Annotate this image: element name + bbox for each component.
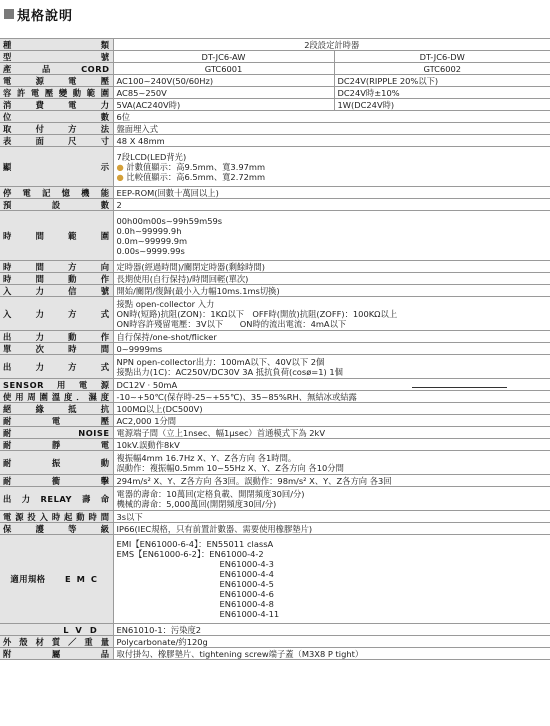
- row-label: 停電記憶機能: [0, 187, 113, 199]
- cell-line: EN61000-4-6: [219, 589, 274, 599]
- table-row: [0, 636, 550, 648]
- table-row: [0, 123, 550, 135]
- cell-value: 6位: [113, 111, 550, 123]
- table-row: [0, 403, 550, 415]
- cell-line: 0.0h~99999.9h: [116, 225, 182, 236]
- cell-line: EMI【EN61000-6-4】：EN55011 classA: [116, 539, 274, 549]
- row-label: 種類: [0, 39, 113, 51]
- cell-value: AC100~240V(50/60Hz): [113, 75, 334, 87]
- section-header: [0, 0, 550, 30]
- row-label: 表面尺寸: [0, 135, 113, 147]
- table-row: [0, 355, 550, 379]
- row-label: 入力信號: [0, 285, 113, 297]
- cell-line: [117, 172, 548, 182]
- row-label: 電源電壓: [0, 75, 113, 87]
- cell-line: ON時容許殘留電壓：3V以下 ON時的流出電流：4mA以下: [116, 318, 347, 329]
- table-row: [0, 211, 550, 261]
- row-label: 型號: [0, 51, 113, 63]
- model-dw: DT-JC6-DW: [334, 51, 550, 63]
- row-label: 出力RELAY壽命: [0, 487, 113, 511]
- cell-line: EN61000-4-5: [219, 579, 274, 589]
- table-row: [0, 343, 550, 355]
- cell-line: NPN open-collector出力：100mA以下、40V以下 2個: [116, 356, 325, 367]
- row-label: 絕緣抵抗: [0, 403, 113, 415]
- row-label: 產品CORD: [0, 63, 113, 75]
- cell-value: 5VA(AC240V時): [113, 99, 334, 111]
- table-row: [0, 379, 550, 391]
- cell-line: 電器的壽命：10萬回(定格負載、開閉頻度30回/分): [116, 488, 305, 499]
- table-row: [0, 187, 550, 199]
- cell-line: EN61000-4-3: [219, 559, 274, 569]
- table-row: [0, 285, 550, 297]
- table-row: [0, 648, 550, 660]
- cell-value: 0~9999ms: [113, 343, 550, 355]
- cell-value: 1W(DC24V時): [334, 99, 550, 111]
- row-label: 保護等級: [0, 523, 113, 535]
- row-label: 耐衝擊: [0, 475, 113, 487]
- cell-line: 複振幅4mm 16.7Hz X、Y、Z各方向 各1時間。: [116, 452, 297, 463]
- row-label: 耐靜電: [0, 439, 113, 451]
- time-range-cell: [113, 211, 550, 261]
- table-row: [0, 391, 550, 403]
- row-label: 時間動作: [0, 273, 113, 285]
- row-sublabel: LVD: [63, 624, 105, 635]
- table-row: [0, 331, 550, 343]
- table-row: [0, 451, 550, 475]
- table-row: [0, 147, 550, 187]
- cell-value: IP66(IEC規格，只有前置計數器、需要使用橡膠墊片): [113, 523, 550, 535]
- table-row: [0, 199, 550, 211]
- table-row: [0, 297, 550, 331]
- cell-line: 0.0m~99999.9m: [116, 235, 188, 246]
- cell-line: 接點出力(1C)：AC250V/DC30V 3A 抵抗負荷(cosø=1) 1個: [116, 366, 343, 377]
- table-row: [0, 39, 550, 51]
- model-aw: DT-JC6-AW: [113, 51, 334, 63]
- spec-table: [0, 38, 550, 660]
- spec-sheet: [0, 38, 550, 660]
- table-row: [0, 535, 550, 624]
- table-row: [0, 51, 550, 63]
- cell-text: 比較值顯示：高6.5mm、寬2.72mm: [126, 171, 266, 182]
- cell-value: GTC6001: [113, 63, 334, 75]
- label-split: [0, 535, 113, 623]
- cell-line: ON時(短路)抗阻(ZON)：1KΩ以下 OFF時(開放)抗阻(ZOFF)：100KΩ以上: [116, 308, 398, 319]
- cell-value: 定時器(經過時間)/關閉定時器(剩餘時間): [113, 261, 550, 273]
- row-label: 外殼材質／重量: [0, 636, 113, 648]
- table-row: [0, 135, 550, 147]
- table-row: [0, 75, 550, 87]
- cell-value: 開始/關閉/復歸(最小入力幅10ms.1ms切換): [113, 285, 550, 297]
- table-row: [0, 87, 550, 99]
- row-label: 消費電力: [0, 99, 113, 111]
- output-method-cell: [113, 355, 550, 379]
- cell-line: [117, 162, 548, 172]
- bullet-icon: ●: [116, 161, 127, 172]
- cell-line: 接點 open-collector 入力: [116, 298, 215, 309]
- table-row: [0, 415, 550, 427]
- cell-value: AC2,000 1分間: [113, 415, 550, 427]
- cell-text: DC12V · 50mA: [116, 379, 178, 390]
- relay-life-cell: [113, 487, 550, 511]
- cell-line: 00h00m00s~99h59m59s: [116, 215, 223, 226]
- cell-text: 計數值顯示：高9.5mm、寬3.97mm: [126, 161, 266, 172]
- row-label: 電源投入時起動時間: [0, 511, 113, 523]
- table-row: [0, 475, 550, 487]
- row-label: 耐振動: [0, 451, 113, 475]
- cell-line: EN61000-4-11: [219, 609, 280, 619]
- cell-value: 取付掛勾、橡膠墊片、tightening screw端子蓋（M3X8 P tight）: [113, 648, 550, 660]
- emc-cell: [113, 535, 550, 624]
- table-row: [0, 439, 550, 451]
- cell-value: -10~+50℃(保存時-25~+55℃)、35~85%RH、無結冰或結露: [113, 391, 550, 403]
- cell-value: AC85~250V: [113, 87, 334, 99]
- cell-value: GTC6002: [334, 63, 550, 75]
- table-row: [0, 273, 550, 285]
- table-row: [0, 511, 550, 523]
- cell-line: EN61000-4-4: [219, 569, 274, 579]
- row-label: 預設數: [0, 199, 113, 211]
- cell-value: DC24V時±10%: [334, 87, 550, 99]
- cell-line: EN61000-4-8: [219, 599, 274, 609]
- row-sublabel: EMC: [64, 574, 103, 584]
- row-label: 附屬品: [0, 648, 113, 660]
- row-label-group: [0, 624, 113, 636]
- row-label: 使用周圍溫度．濕度: [0, 391, 113, 403]
- table-row: [0, 487, 550, 511]
- row-label: SENSOR用電源: [0, 379, 113, 391]
- row-label: 時間方向: [0, 261, 113, 273]
- row-label: 取付方法: [0, 123, 113, 135]
- cell-value: 48 X 48mm: [113, 135, 550, 147]
- table-row: [0, 261, 550, 273]
- section-title: 規格說明: [17, 9, 74, 24]
- row-label: 單次時間: [0, 343, 113, 355]
- row-label: 適用規格: [10, 574, 46, 584]
- row-label: 位數: [0, 111, 113, 123]
- table-row: [0, 99, 550, 111]
- row-label: 時間範圍: [0, 211, 113, 261]
- cell-value: 長期使用(自行保持)/時間回輕(單次): [113, 273, 550, 285]
- row-label: 出力動作: [0, 331, 113, 343]
- input-method-cell: [113, 297, 550, 331]
- cell-value: DC24V(RIPPLE 20%以下): [334, 75, 550, 87]
- cell-value: EEP-ROM(回數十萬回以上): [113, 187, 550, 199]
- table-row: [0, 523, 550, 535]
- sensor-power-cell: [113, 379, 550, 391]
- cell-value: 盤面埋入式: [113, 123, 550, 135]
- row-label-group: [0, 535, 113, 624]
- square-bullet-icon: [4, 9, 14, 19]
- cell-line: EMS【EN61000-6-2】：EN61000-4-2: [116, 549, 264, 559]
- cell-line: 機械的壽命：5,000萬回(開閉頻度30回/分): [116, 498, 277, 509]
- cell-value: 100MΩ以上(DC500V): [113, 403, 550, 415]
- cell-value: EN61010-1：污染度2: [113, 624, 550, 636]
- table-row: [0, 63, 550, 75]
- table-title: 2段設定計時器: [113, 39, 550, 51]
- cell-value: 3s以下: [113, 511, 550, 523]
- label-split: [0, 625, 113, 635]
- row-label: 入力方式: [0, 297, 113, 331]
- row-label: 出力方式: [0, 355, 113, 379]
- cell-line: 誤動作：複振幅0.5mm 10~55Hz X、Y、Z各方向 各10分間: [116, 462, 344, 473]
- table-row: [0, 427, 550, 439]
- cell-line: 7段LCD(LED背光): [116, 151, 187, 162]
- row-label: 耐NOISE: [0, 427, 113, 439]
- cell-value: 自行保持/one-shot/flicker: [113, 331, 550, 343]
- cell-value: 10kV.誤動作8kV: [113, 439, 550, 451]
- vibration-cell: [113, 451, 550, 475]
- table-row: [0, 624, 550, 636]
- display-cell: [113, 147, 550, 187]
- table-row: [0, 111, 550, 123]
- cell-value: 電源端子間（立上1nsec、幅1μsec）首通模式下為 2kV: [113, 427, 550, 439]
- bullet-icon: ●: [116, 171, 127, 182]
- row-label: 顯示: [0, 147, 113, 187]
- label-spacer: [0, 625, 56, 635]
- underline-rule: [412, 387, 507, 388]
- cell-line: 0.00s~9999.99s: [116, 245, 185, 256]
- cell-value: 294m/s² X、Y、Z各方向 各3回。誤動作：98m/s² X、Y、Z各方向 各3回: [113, 475, 550, 487]
- row-label: 容許電壓變動範圍: [0, 87, 113, 99]
- cell-value: Polycarbonate/約120g: [113, 636, 550, 648]
- cell-value: 2: [113, 199, 550, 211]
- row-label: 耐電壓: [0, 415, 113, 427]
